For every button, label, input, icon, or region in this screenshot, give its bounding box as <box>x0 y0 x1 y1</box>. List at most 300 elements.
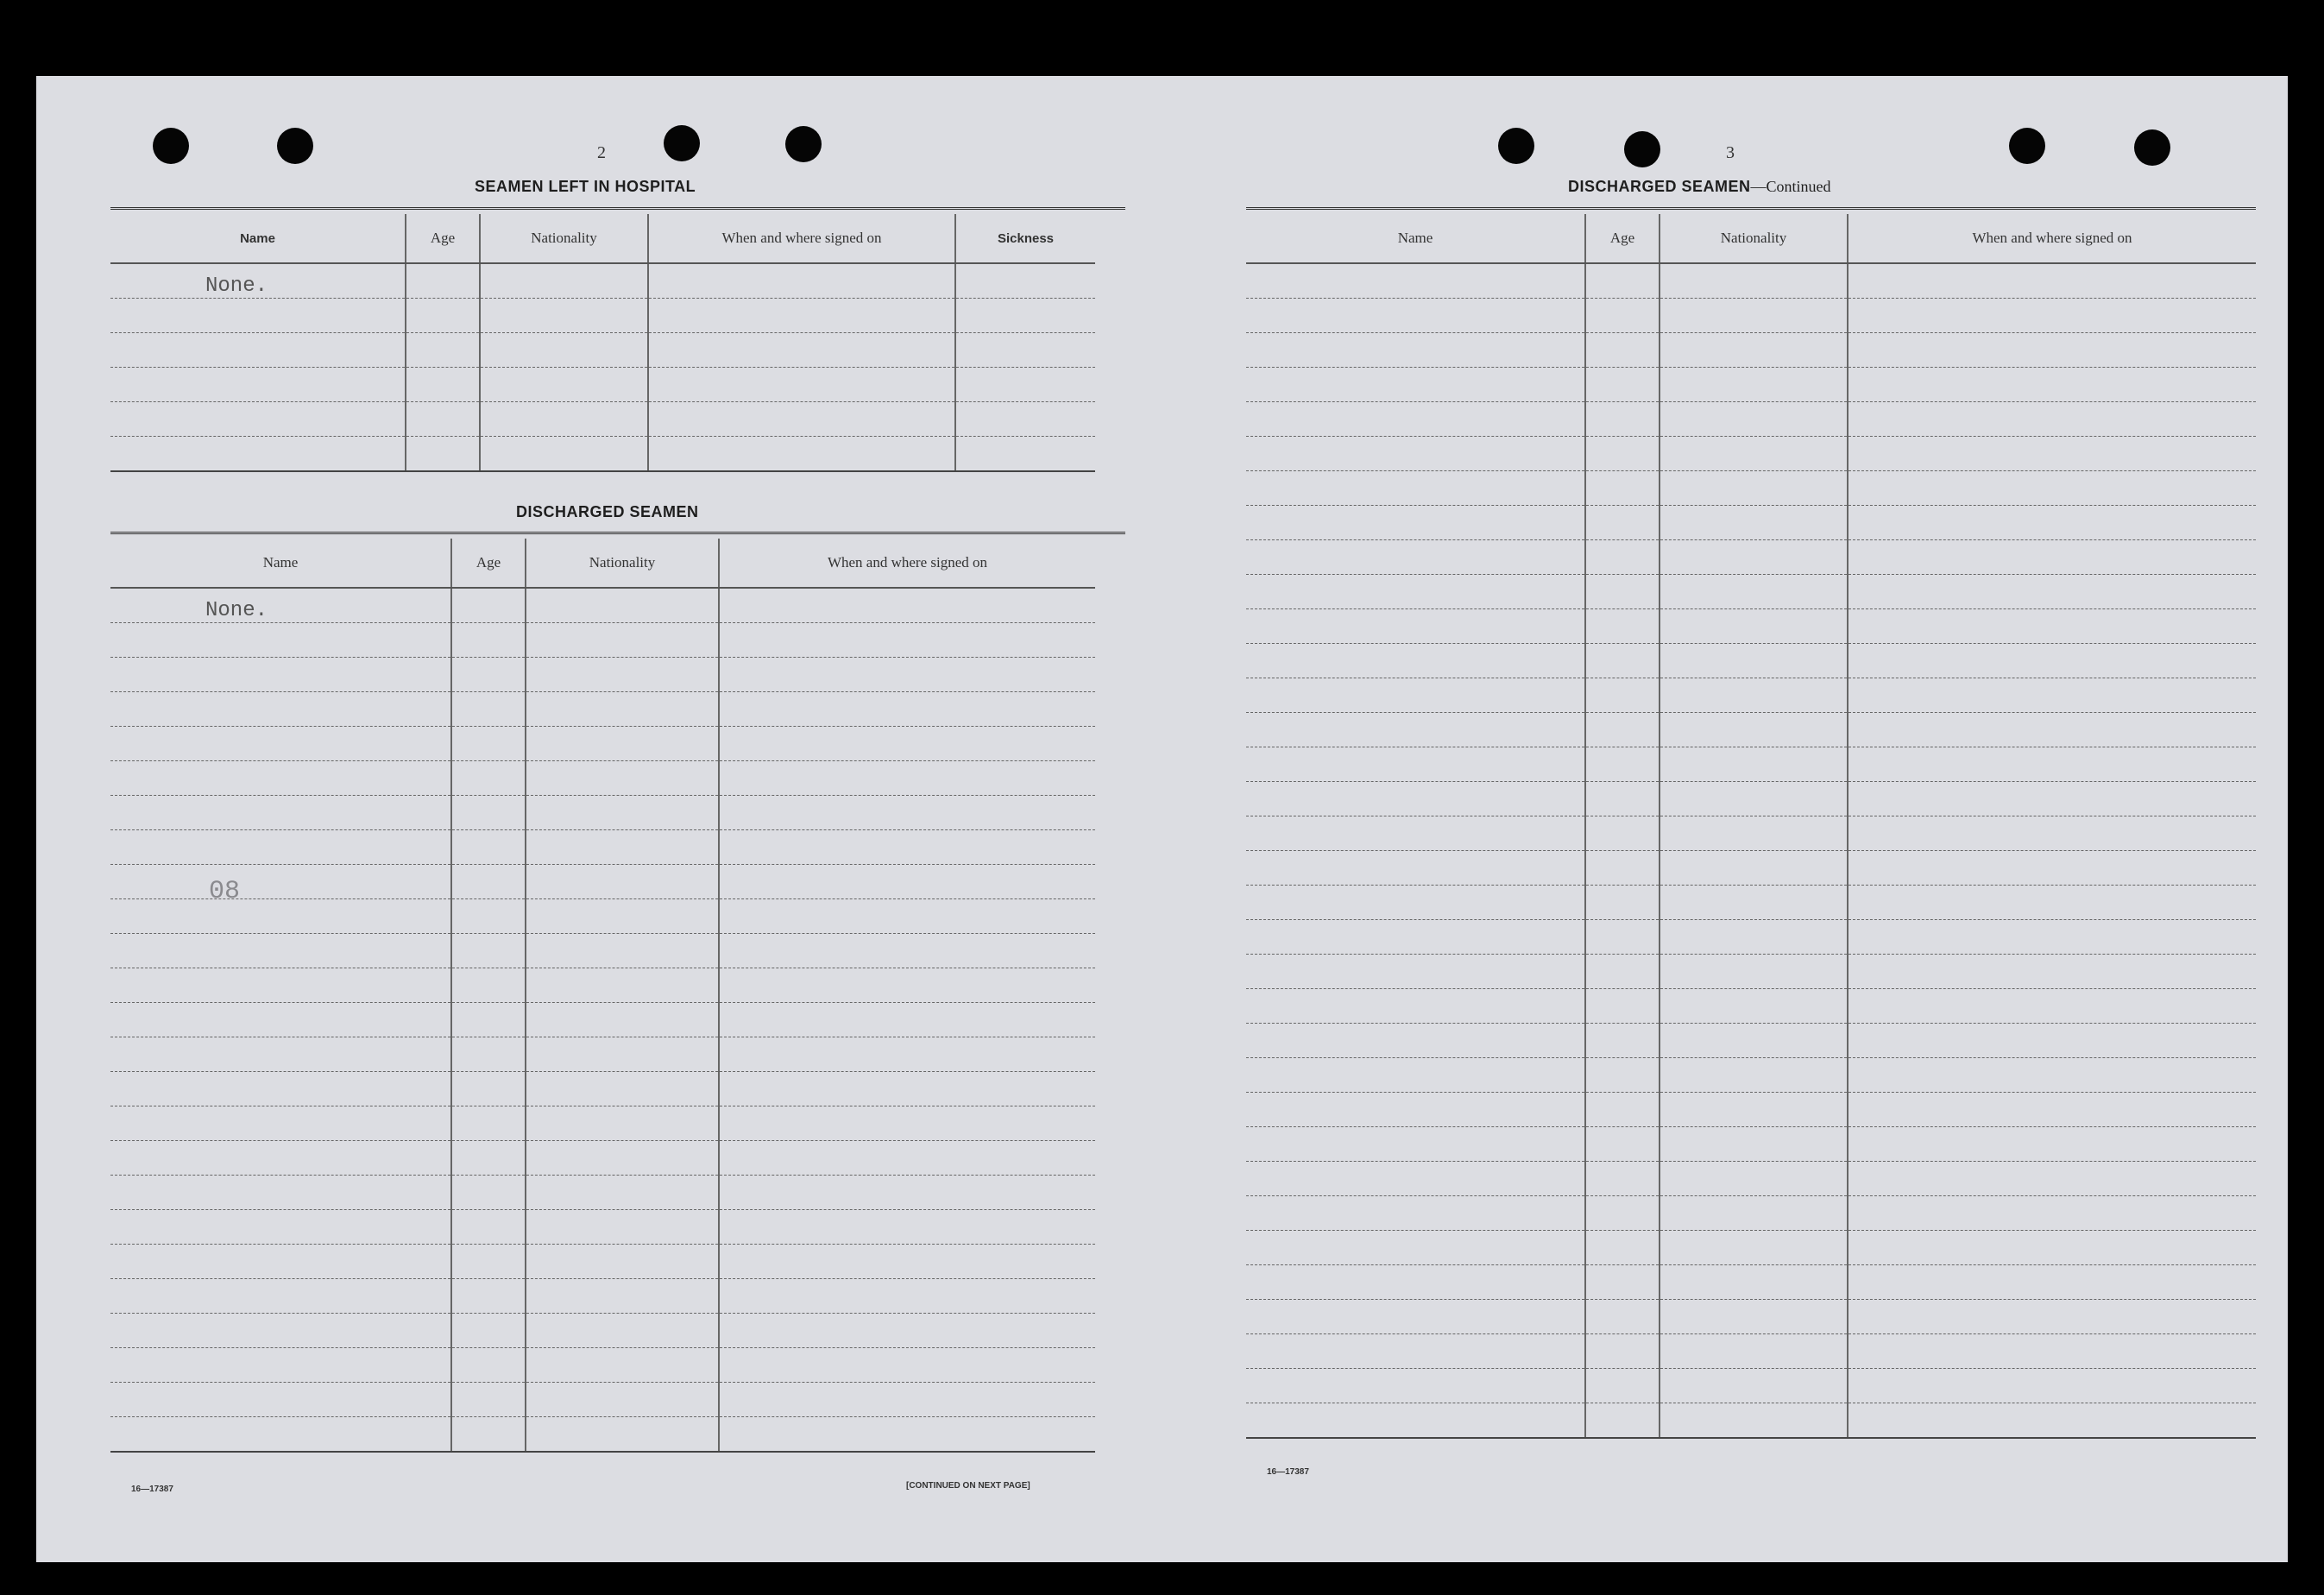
table-row <box>1246 851 2256 886</box>
table-cell <box>1585 989 1660 1024</box>
table-cell <box>719 1210 1095 1245</box>
table-cell <box>451 1003 526 1037</box>
table-cell <box>1660 1024 1848 1058</box>
discharged-continued-suffix: —Continued <box>1750 178 1831 195</box>
table-cell <box>451 1176 526 1210</box>
table-cell <box>451 692 526 727</box>
name-cell <box>110 1210 451 1245</box>
table-cell <box>719 761 1095 796</box>
table-cell <box>1585 575 1660 609</box>
table-cell <box>1585 1403 1660 1439</box>
table-row <box>110 1314 1095 1348</box>
table-cell <box>719 1072 1095 1106</box>
table-row <box>110 1141 1095 1176</box>
table-cell <box>451 1210 526 1245</box>
table-cell <box>1660 1127 1848 1162</box>
name-cell <box>110 437 406 472</box>
table-cell <box>1848 1369 2256 1403</box>
punch-hole <box>1624 131 1660 167</box>
table-cell <box>451 1037 526 1072</box>
name-cell <box>110 658 451 692</box>
table-cell <box>1848 263 2256 299</box>
table-row <box>1246 506 2256 540</box>
name-cell <box>110 865 451 899</box>
table-cell <box>1660 263 1848 299</box>
table-cell <box>480 368 648 402</box>
table-cell <box>1585 1058 1660 1093</box>
table-cell <box>451 623 526 658</box>
table-cell <box>648 437 955 472</box>
table-cell <box>526 934 719 968</box>
name-cell <box>110 1279 451 1314</box>
table-cell <box>1848 1093 2256 1127</box>
name-cell <box>110 1383 451 1417</box>
name-cell <box>1246 1231 1585 1265</box>
table-cell <box>1848 299 2256 333</box>
table-cell <box>480 263 648 299</box>
table-row <box>110 761 1095 796</box>
name-cell <box>1246 1403 1585 1439</box>
name-cell <box>1246 851 1585 886</box>
table-cell <box>526 761 719 796</box>
punch-hole <box>1498 128 1534 164</box>
name-cell <box>1246 782 1585 816</box>
name-cell <box>1246 1127 1585 1162</box>
table-row <box>110 796 1095 830</box>
form-sheet <box>36 76 2288 1562</box>
table-cell <box>1660 886 1848 920</box>
name-cell <box>1246 816 1585 851</box>
table-cell <box>526 692 719 727</box>
column-header: Nationality <box>480 214 648 263</box>
table-cell <box>1585 782 1660 816</box>
table-cell <box>1848 851 2256 886</box>
table-cell <box>1848 402 2256 437</box>
table-cell <box>526 1072 719 1106</box>
table-cell <box>1848 1196 2256 1231</box>
page-number-right: 3 <box>1726 143 1735 162</box>
table-cell <box>406 402 480 437</box>
name-cell <box>110 1003 451 1037</box>
table-cell <box>719 796 1095 830</box>
table-cell <box>1585 955 1660 989</box>
table-row <box>1246 471 2256 506</box>
name-cell <box>1246 437 1585 471</box>
table-cell <box>451 588 526 623</box>
table-cell <box>1660 402 1848 437</box>
table-row <box>110 968 1095 1003</box>
table-cell <box>1585 368 1660 402</box>
table-row <box>110 899 1095 934</box>
table-row <box>110 1106 1095 1141</box>
table-row <box>110 333 1095 368</box>
table-row <box>1246 1265 2256 1300</box>
table-cell <box>1585 1024 1660 1058</box>
table-cell <box>1848 886 2256 920</box>
table-cell <box>719 1417 1095 1453</box>
name-cell <box>110 1106 451 1141</box>
table-cell <box>406 437 480 472</box>
name-cell <box>1246 506 1585 540</box>
table-cell <box>1660 1369 1848 1403</box>
table-cell <box>1660 1403 1848 1439</box>
table-cell <box>719 830 1095 865</box>
punch-hole <box>2134 129 2170 166</box>
table-cell <box>1585 886 1660 920</box>
name-cell: None. <box>110 588 451 623</box>
table-row <box>1246 1024 2256 1058</box>
table-cell <box>719 1348 1095 1383</box>
table-cell <box>648 263 955 299</box>
table-cell <box>526 899 719 934</box>
table-row <box>1246 644 2256 678</box>
column-header: When and where signed on <box>719 539 1095 588</box>
table-cell <box>1585 1127 1660 1162</box>
table-cell <box>1660 437 1848 471</box>
table-cell <box>1848 609 2256 644</box>
table-cell <box>526 1141 719 1176</box>
table-cell <box>526 1003 719 1037</box>
table-row <box>1246 333 2256 368</box>
continued-note: [CONTINUED ON NEXT PAGE] <box>906 1481 1030 1491</box>
table-row <box>110 1037 1095 1072</box>
table-cell <box>1585 1162 1660 1196</box>
table-cell <box>1585 1300 1660 1334</box>
column-header: Name <box>1246 214 1585 263</box>
name-cell <box>1246 299 1585 333</box>
hospital-top-rule <box>110 207 1125 211</box>
table-cell <box>1660 1231 1848 1265</box>
table-cell <box>1585 506 1660 540</box>
table-row <box>1246 1403 2256 1439</box>
table-row <box>110 1245 1095 1279</box>
name-cell <box>1246 886 1585 920</box>
table-row <box>1246 1058 2256 1093</box>
name-cell <box>1246 747 1585 782</box>
name-cell <box>1246 678 1585 713</box>
table-cell <box>1660 851 1848 886</box>
table-cell <box>719 692 1095 727</box>
column-header: Age <box>406 214 480 263</box>
column-header: When and where signed on <box>1848 214 2256 263</box>
name-cell <box>1246 955 1585 989</box>
table-cell <box>719 1279 1095 1314</box>
table-cell <box>1585 678 1660 713</box>
table-row <box>110 588 1095 623</box>
column-header: Name <box>110 214 406 263</box>
name-cell <box>110 1176 451 1210</box>
table-cell <box>1848 1265 2256 1300</box>
table-cell <box>719 934 1095 968</box>
table-row <box>110 1176 1095 1210</box>
table-cell <box>1848 989 2256 1024</box>
table-row <box>1246 1093 2256 1127</box>
hospital-table <box>110 214 1095 472</box>
table-cell <box>648 299 955 333</box>
table-cell <box>526 1417 719 1453</box>
table-row <box>1246 747 2256 782</box>
table-cell <box>1585 263 1660 299</box>
name-cell <box>110 692 451 727</box>
hospital-section-title: SEAMEN LEFT IN HOSPITAL <box>475 178 696 195</box>
name-cell <box>1246 1024 1585 1058</box>
table-cell <box>526 796 719 830</box>
table-cell <box>1660 471 1848 506</box>
table-cell <box>1660 333 1848 368</box>
name-cell <box>110 1314 451 1348</box>
table-cell <box>955 299 1095 333</box>
name-cell <box>1246 540 1585 575</box>
column-header: When and where signed on <box>648 214 955 263</box>
table-row <box>1246 920 2256 955</box>
table-cell <box>719 899 1095 934</box>
form-number-left: 16—17387 <box>131 1485 173 1494</box>
table-cell <box>526 1245 719 1279</box>
table-cell <box>1585 609 1660 644</box>
table-cell <box>719 658 1095 692</box>
table-row <box>1246 299 2256 333</box>
name-cell <box>110 333 406 368</box>
discharged-table <box>110 539 1095 1453</box>
table-cell <box>451 934 526 968</box>
table-cell <box>1660 1265 1848 1300</box>
table-row <box>110 299 1095 333</box>
table-row <box>110 437 1095 472</box>
name-cell <box>1246 644 1585 678</box>
table-cell <box>1848 955 2256 989</box>
name-cell <box>1246 1300 1585 1334</box>
table-cell <box>451 865 526 899</box>
table-cell <box>1848 1127 2256 1162</box>
table-cell <box>451 830 526 865</box>
table-row <box>110 1210 1095 1245</box>
table-row <box>110 368 1095 402</box>
name-cell <box>1246 920 1585 955</box>
table-cell <box>1585 333 1660 368</box>
table-row <box>1246 1162 2256 1196</box>
table-cell <box>1848 333 2256 368</box>
name-cell <box>110 299 406 333</box>
table-row <box>110 865 1095 899</box>
table-cell <box>1660 1162 1848 1196</box>
table-cell <box>1660 575 1848 609</box>
table-cell <box>1585 1265 1660 1300</box>
table-cell <box>648 402 955 437</box>
table-row <box>1246 1334 2256 1369</box>
name-cell <box>1246 1369 1585 1403</box>
table-cell <box>1660 1058 1848 1093</box>
table-cell <box>451 727 526 761</box>
table-cell <box>1660 540 1848 575</box>
table-cell <box>719 1106 1095 1141</box>
table-cell <box>1585 1369 1660 1403</box>
table-cell <box>719 865 1095 899</box>
table-cell <box>1585 1093 1660 1127</box>
table-row <box>1246 437 2256 471</box>
name-cell <box>110 1245 451 1279</box>
table-cell <box>1660 609 1848 644</box>
table-row <box>1246 678 2256 713</box>
table-cell <box>719 727 1095 761</box>
table-cell <box>406 333 480 368</box>
table-cell <box>1848 471 2256 506</box>
table-row <box>1246 782 2256 816</box>
table-cell <box>1848 782 2256 816</box>
table-cell <box>526 1037 719 1072</box>
table-cell <box>719 1003 1095 1037</box>
table-cell <box>719 1314 1095 1348</box>
table-cell <box>1660 299 1848 333</box>
table-cell <box>719 1037 1095 1072</box>
table-cell <box>526 830 719 865</box>
name-cell <box>110 899 451 934</box>
punch-hole <box>277 128 313 164</box>
table-cell <box>451 1417 526 1453</box>
table-cell <box>526 623 719 658</box>
table-row <box>110 727 1095 761</box>
name-cell <box>1246 1334 1585 1369</box>
table-cell <box>1848 920 2256 955</box>
column-header: Nationality <box>1660 214 1848 263</box>
table-cell <box>451 899 526 934</box>
table-cell <box>526 968 719 1003</box>
table-cell <box>1660 506 1848 540</box>
table-cell <box>1660 1300 1848 1334</box>
table-cell <box>1848 575 2256 609</box>
name-cell <box>110 1417 451 1453</box>
page-number-left: 2 <box>597 143 606 162</box>
name-cell <box>110 796 451 830</box>
table-cell <box>955 437 1095 472</box>
name-cell <box>110 1037 451 1072</box>
punch-hole <box>153 128 189 164</box>
table-cell <box>1660 920 1848 955</box>
table-cell <box>1585 816 1660 851</box>
table-row <box>110 1348 1095 1383</box>
discharged-continued-title <box>1568 178 1831 196</box>
name-cell <box>110 830 451 865</box>
table-cell <box>719 968 1095 1003</box>
table-cell <box>451 968 526 1003</box>
table-cell <box>1848 540 2256 575</box>
right-top-rule <box>1246 207 2256 211</box>
table-cell <box>1660 644 1848 678</box>
table-cell <box>1848 747 2256 782</box>
table-cell <box>1585 851 1660 886</box>
table-cell <box>1848 1231 2256 1265</box>
table-cell <box>955 402 1095 437</box>
name-cell: None. <box>110 263 406 299</box>
name-cell <box>110 968 451 1003</box>
table-cell <box>451 761 526 796</box>
table-cell <box>451 1072 526 1106</box>
table-cell <box>1848 1403 2256 1439</box>
name-cell <box>1246 333 1585 368</box>
name-cell <box>110 934 451 968</box>
name-cell <box>110 1072 451 1106</box>
name-cell <box>1246 1058 1585 1093</box>
column-header: Age <box>1585 214 1660 263</box>
table-row <box>110 1279 1095 1314</box>
table-row <box>1246 886 2256 920</box>
table-cell <box>451 1245 526 1279</box>
table-cell <box>451 796 526 830</box>
table-row <box>1246 1369 2256 1403</box>
table-row <box>110 934 1095 968</box>
table-cell <box>480 333 648 368</box>
table-cell <box>1660 713 1848 747</box>
table-cell <box>1848 1058 2256 1093</box>
name-cell <box>1246 368 1585 402</box>
table-row <box>1246 368 2256 402</box>
table-row <box>1246 263 2256 299</box>
discharged-continued-main: DISCHARGED SEAMEN <box>1568 178 1751 195</box>
table-cell <box>955 368 1095 402</box>
name-cell <box>1246 263 1585 299</box>
name-cell <box>1246 1162 1585 1196</box>
name-cell <box>1246 609 1585 644</box>
table-cell <box>1585 540 1660 575</box>
table-cell <box>719 1245 1095 1279</box>
table-cell <box>1660 782 1848 816</box>
table-cell <box>1585 644 1660 678</box>
table-cell <box>719 1141 1095 1176</box>
table-cell <box>451 1348 526 1383</box>
table-cell <box>1848 1300 2256 1334</box>
faint-stamp: 08 <box>209 877 241 906</box>
table-row <box>110 1003 1095 1037</box>
table-cell <box>955 263 1095 299</box>
table-cell <box>1848 1334 2256 1369</box>
table-cell <box>526 1210 719 1245</box>
table-cell <box>1660 816 1848 851</box>
table-cell <box>451 1279 526 1314</box>
table-cell <box>1848 1024 2256 1058</box>
table-row <box>1246 1127 2256 1162</box>
table-row <box>110 692 1095 727</box>
table-cell <box>1848 1162 2256 1196</box>
table-cell <box>1585 437 1660 471</box>
table-row <box>110 1072 1095 1106</box>
table-cell <box>1585 471 1660 506</box>
name-cell <box>1246 1093 1585 1127</box>
name-cell <box>1246 1196 1585 1231</box>
table-cell <box>1585 713 1660 747</box>
table-cell <box>526 1279 719 1314</box>
table-cell <box>1585 299 1660 333</box>
table-row <box>110 263 1095 299</box>
discharged-section-title: DISCHARGED SEAMEN <box>516 503 699 520</box>
table-row <box>110 1417 1095 1453</box>
table-cell <box>648 333 955 368</box>
table-cell <box>406 299 480 333</box>
name-cell <box>1246 713 1585 747</box>
form-number-right: 16—17387 <box>1267 1467 1309 1477</box>
table-cell <box>480 402 648 437</box>
table-cell <box>406 368 480 402</box>
table-cell <box>1848 437 2256 471</box>
table-cell <box>719 1176 1095 1210</box>
table-cell <box>526 1348 719 1383</box>
column-header: Age <box>451 539 526 588</box>
table-cell <box>648 368 955 402</box>
table-row <box>110 402 1095 437</box>
table-row <box>1246 713 2256 747</box>
table-cell <box>1660 1196 1848 1231</box>
table-cell <box>1848 816 2256 851</box>
table-row <box>1246 540 2256 575</box>
column-header: Nationality <box>526 539 719 588</box>
